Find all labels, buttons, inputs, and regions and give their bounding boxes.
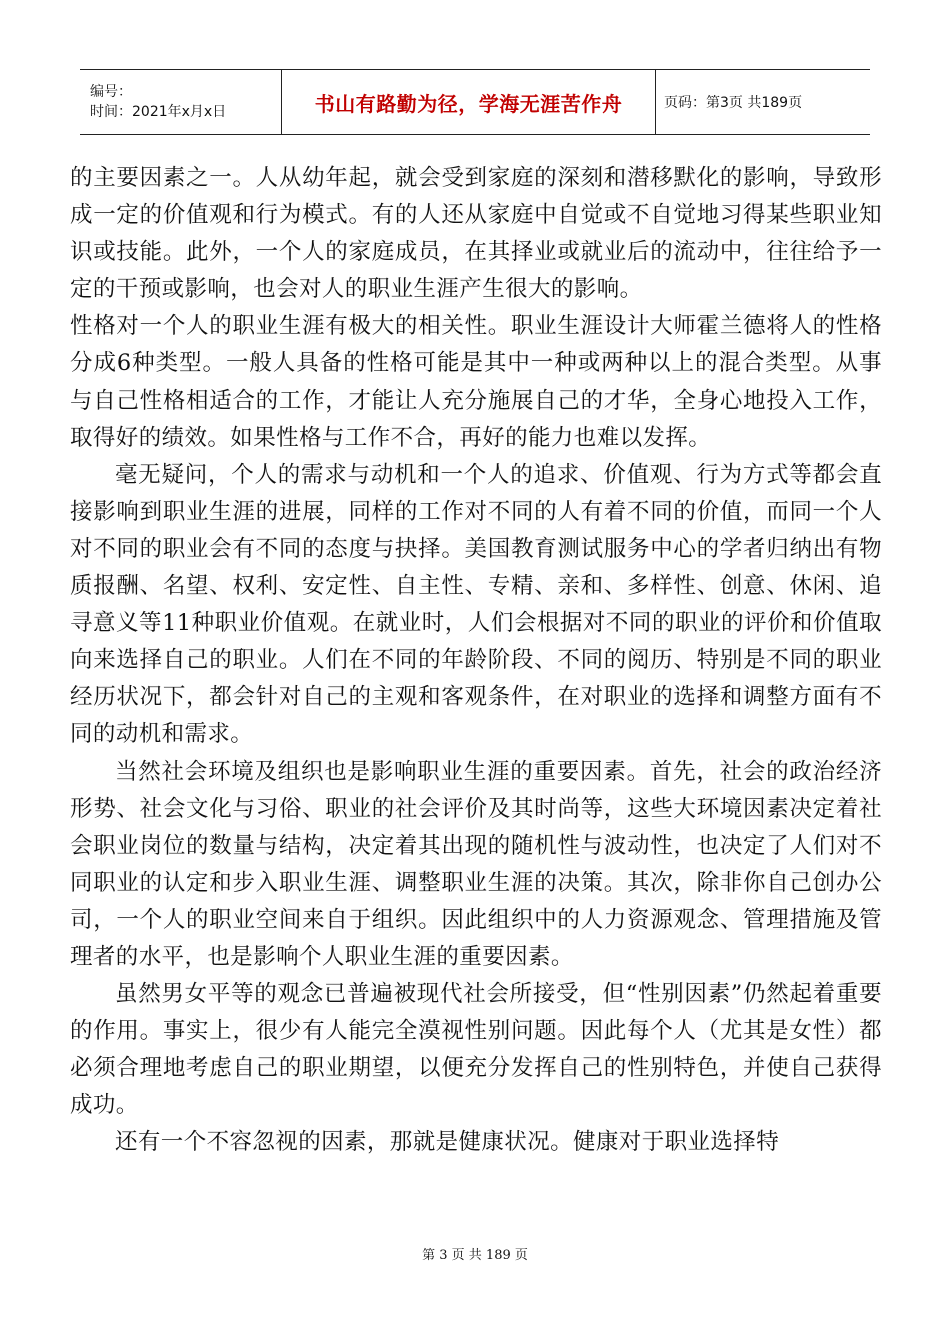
page-footer: 第 3 页 共 189 页 [422,1248,528,1263]
paragraph-family-influence: 的主要因素之一。人从幼年起，就会受到家庭的深刻和潜移默化的影响，导致形成一定的价值观和行为模式。有的人还从家庭中自觉或不自觉地习得某些职业知识或技能。此外，一个人的家庭成员，在其择业或就业后的流动中，往往给予一定的干预或影响，也会对人的职业生涯产生很大的影响。 [70,165,882,303]
header-motto-cell [282,70,656,134]
page-number-label: 页码：第3页 共189页 [664,95,803,111]
header-meta-cell [80,70,282,134]
document-body [70,160,882,1162]
paragraph-gender: 虽然男女平等的观念已普遍被现代社会所接受，但“性别因素”仍然起着重要的作用。事实上，很少有人能完全漠视性别问题。因此每个人（尤其是女性）都必须合理地考虑自己的职业期望，以便充分发挥自己的性别特色，并使自己获得成功。 [70,981,882,1119]
motto-text: 书山有路勤为径，学海无涯苦作舟 [314,91,623,116]
header-table [80,69,870,135]
paragraph-personality: 性格对一个人的职业生涯有极大的相关性。职业生涯设计大师霍兰德将人的性格分成6种类型。一般人具备的性格可能是其中一种或两种以上的混合类型。从事与自己性格相适合的工作，才能让人充分施展自己的才华，全身心地投入工作，取得好的绩效。如果性格与工作不合，再好的能力也难以发挥。 [70,313,882,451]
header-page-cell [656,70,870,134]
date-label: 时间：2021年x月x日 [90,104,227,120]
paragraph-needs-motivation: 毫无疑问，个人的需求与动机和一个人的追求、价值观、行为方式等都会直接影响到职业生涯的进展，同样的工作对不同的人有着不同的价值，而同一个人对不同的职业会有不同的态度与抉择。美国教育测试服务中心的学者归纳出有物质报酬、名望、权利、安定性、自主性、专精、亲和、多样性、创意、休闲、追寻意义等11种职业价值观。在就业时，人们会根据对不同的职业的评价和价值取向来选择自己的职业。人们在不同的年龄阶段、不同的阅历、特别是不同的职业经历状况下，都会针对自己的主观和客观条件，在对职业的选择和调整方面有不同的动机和需求。 [70,461,882,748]
serial-number-label: 编号： [90,84,132,100]
paragraph-social-environment: 当然社会环境及组织也是影响职业生涯的重要因素。首先，社会的政治经济形势、社会文化与习俗、职业的社会评价及其时尚等，这些大环境因素决定着社会职业岗位的数量与结构，决定着其出现的随机性与波动性，也决定了人们对不同职业的认定和步入职业生涯、调整职业生涯的决策。其次，除非你自己创办公司，一个人的职业空间来自于组织。因此组织中的人力资源观念、管理措施及管理者的水平，也是影响个人职业生涯的重要因素。 [70,758,882,970]
paragraph-health: 还有一个不容忽视的因素，那就是健康状况。健康对于职业选择特 [115,1129,780,1156]
